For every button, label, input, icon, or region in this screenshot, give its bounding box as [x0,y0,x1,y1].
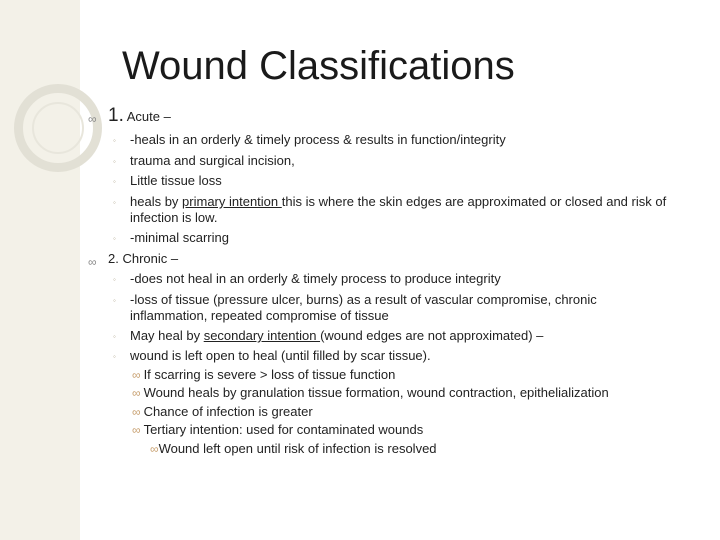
bullet-swirl-icon: ∞ [88,255,97,269]
chronic-item-2: -loss of tissue (pressure ulcer, burns) as a result of vascular compromise, chronic inflammation, repeated compromise of tissue [130,292,597,323]
chronic-sub-item-2 [132,385,609,401]
acute-item-4-post: this is where the skin edges are approximated or closed and risk of infection is low. [130,194,667,225]
chronic-item-1: -does not heal in an orderly & timely process to produce integrity [130,271,501,286]
bullet-dot-icon: ◦ [113,198,116,207]
acute-item-3: Little tissue loss [130,173,222,188]
chronic-item-3 [130,328,543,344]
acute-item-2: trauma and surgical incision, [130,153,295,168]
chronic-sub-sub-item-1-text: Wound left open until risk of infection is resolved [158,441,437,456]
bullet-dot-icon: ◦ [113,234,116,243]
bullet-dot-icon: ◦ [113,136,116,145]
bullet-dot-icon: ◦ [113,275,116,284]
chronic-item-4: wound is left open to heal (until filled by scar tissue). [130,348,431,363]
bullet-dot-icon: ◦ [113,177,116,186]
chronic-heading: 2. Chronic – [108,251,179,266]
acute-number: 1. [108,105,124,126]
bullet-dot-icon: ◦ [113,157,116,166]
chronic-sub-item-2-text: Wound heals by granulation tissue formation, wound contraction, epithelialization [143,385,609,400]
chronic-item-3-pre: May heal by [130,328,204,343]
chronic-sub-item-1 [132,367,395,383]
bullet-swirl-icon: ∞ [132,368,141,382]
chronic-sub-item-4 [132,422,423,438]
acute-item-4 [130,194,690,226]
bullet-swirl-icon: ∞ [132,405,141,419]
chronic-sub-item-1-text: If scarring is severe > loss of tissue function [143,367,396,382]
bullet-dot-icon: ◦ [113,296,116,305]
bullet-dot-icon: ◦ [113,352,116,361]
decorative-ring-inner [32,102,84,154]
bullet-swirl-icon: ∞ [150,442,159,456]
chronic-sub-item-3-text: Chance of infection is greater [143,404,313,419]
chronic-sub-item-4-text: Tertiary intention: used for contaminated wounds [143,422,424,437]
acute-heading [108,105,171,126]
acute-item-1: -heals in an orderly & timely process & results in function/integrity [130,132,506,147]
slide-title: Wound Classifications [122,44,515,88]
acute-item-5: -minimal scarring [130,230,229,245]
chronic-sub-sub-item-1 [150,441,437,457]
acute-label: Acute – [126,109,171,124]
chronic-sub-item-3 [132,404,313,420]
chronic-item-3-underlined: secondary intention [203,328,321,343]
bullet-dot-icon: ◦ [113,332,116,341]
acute-item-4-underlined: primary intention [182,194,282,209]
acute-item-4-pre: heals by [130,194,183,209]
sidebar-decoration [0,0,80,540]
bullet-swirl-icon: ∞ [132,386,141,400]
bullet-swirl-icon: ∞ [88,112,97,126]
bullet-swirl-icon: ∞ [132,423,141,437]
chronic-item-3-post: (wound edges are not approximated) – [320,328,544,343]
